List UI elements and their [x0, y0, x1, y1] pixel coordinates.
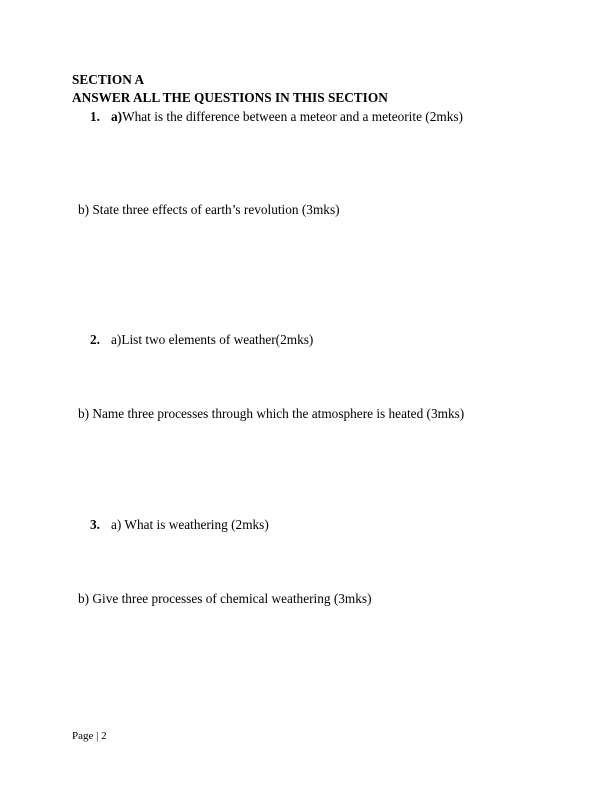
- question-2-part-a-text: a)List two elements of weather(2mks): [111, 332, 314, 347]
- question-1-part-a-text: What is the difference between a meteor and a meteorite (2mks): [122, 109, 463, 124]
- question-2-number: 2.: [90, 332, 100, 347]
- question-3-part-a-text: a) What is weathering (2mks): [111, 517, 269, 532]
- question-2-part-b: b) Name three processes through which the atmosphere is heated (3mks): [78, 406, 465, 421]
- question-1-part-a-label: a): [111, 109, 123, 124]
- question-3-part-b: b) Give three processes of chemical weathering (3mks): [78, 591, 372, 606]
- section-instruction: ANSWER ALL THE QUESTIONS IN THIS SECTION: [72, 90, 388, 105]
- question-3-number: 3.: [90, 517, 100, 532]
- question-1-part-b: b) State three effects of earth’s revolution (3mks): [78, 202, 340, 217]
- section-title: SECTION A: [72, 72, 145, 87]
- question-1-part-a: [90, 109, 463, 125]
- question-2-part-a: [90, 332, 313, 348]
- question-1-number: 1.: [90, 109, 100, 124]
- question-3-part-a: [90, 517, 269, 533]
- page-number: Page | 2: [72, 730, 107, 742]
